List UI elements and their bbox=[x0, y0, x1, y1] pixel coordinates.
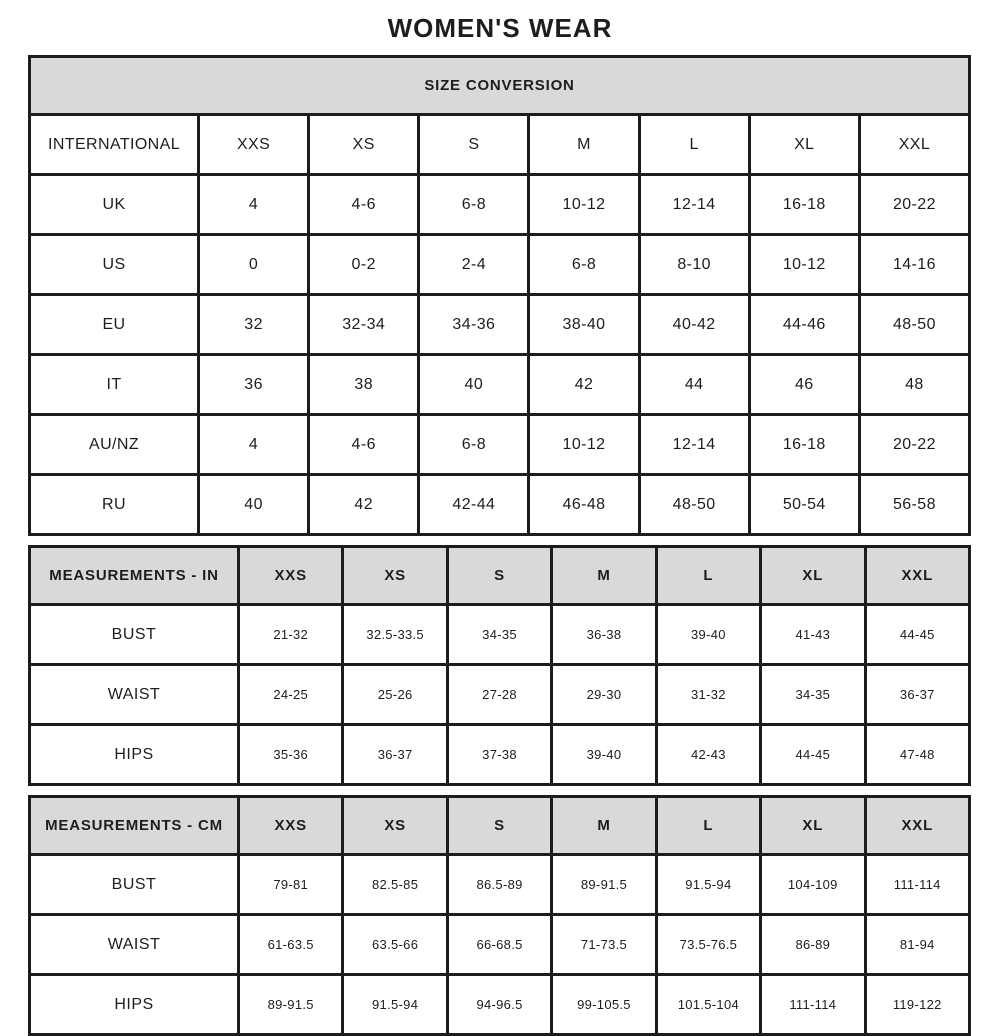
value-cell: 41-43 bbox=[761, 605, 865, 665]
table-row bbox=[30, 725, 970, 785]
value-cell: 24-25 bbox=[239, 665, 343, 725]
value-cell: 16-18 bbox=[749, 175, 859, 235]
value-cell: 10-12 bbox=[529, 415, 639, 475]
value-cell: 29-30 bbox=[552, 665, 656, 725]
value-cell: 42-43 bbox=[656, 725, 760, 785]
size-header-cell: XXL bbox=[865, 797, 969, 855]
table-row bbox=[30, 855, 970, 915]
row-label-cell: WAIST bbox=[30, 665, 239, 725]
value-cell: 63.5-66 bbox=[343, 915, 447, 975]
table-row bbox=[30, 975, 970, 1035]
value-cell: 48-50 bbox=[639, 475, 749, 535]
size-header-cell: S bbox=[447, 797, 551, 855]
corner-label-cell: INTERNATIONAL bbox=[30, 115, 199, 175]
value-cell: 27-28 bbox=[447, 665, 551, 725]
value-cell: 71-73.5 bbox=[552, 915, 656, 975]
row-label-cell: AU/NZ bbox=[30, 415, 199, 475]
header-row bbox=[30, 115, 970, 175]
value-cell: 39-40 bbox=[552, 725, 656, 785]
value-cell: 79-81 bbox=[239, 855, 343, 915]
size-header-cell: XXL bbox=[865, 547, 969, 605]
size-header-cell: XXS bbox=[239, 797, 343, 855]
value-cell: 10-12 bbox=[749, 235, 859, 295]
table-row bbox=[30, 475, 970, 535]
value-cell: 44-45 bbox=[761, 725, 865, 785]
value-cell: 42 bbox=[309, 475, 419, 535]
value-cell: 119-122 bbox=[865, 975, 969, 1035]
size-header-cell: M bbox=[552, 797, 656, 855]
value-cell: 94-96.5 bbox=[447, 975, 551, 1035]
table-title: MEASUREMENTS - CM bbox=[30, 797, 239, 855]
value-cell: 32.5-33.5 bbox=[343, 605, 447, 665]
value-cell: 4-6 bbox=[309, 415, 419, 475]
page-title: WOMEN'S WEAR bbox=[387, 13, 613, 43]
value-cell: 42-44 bbox=[419, 475, 529, 535]
value-cell: 25-26 bbox=[343, 665, 447, 725]
size-header-cell: XS bbox=[309, 115, 419, 175]
value-cell: 36 bbox=[199, 355, 309, 415]
size-header-cell: S bbox=[447, 547, 551, 605]
measurements-in-table bbox=[28, 545, 971, 786]
value-cell: 6-8 bbox=[419, 175, 529, 235]
value-cell: 39-40 bbox=[656, 605, 760, 665]
value-cell: 40 bbox=[199, 475, 309, 535]
table-row bbox=[30, 235, 970, 295]
row-label-cell: HIPS bbox=[30, 975, 239, 1035]
value-cell: 42 bbox=[529, 355, 639, 415]
row-label-cell: BUST bbox=[30, 605, 239, 665]
table-row bbox=[30, 415, 970, 475]
value-cell: 50-54 bbox=[749, 475, 859, 535]
table-title: SIZE CONVERSION bbox=[30, 57, 970, 115]
value-cell: 12-14 bbox=[639, 415, 749, 475]
row-label-cell: HIPS bbox=[30, 725, 239, 785]
row-label-cell: WAIST bbox=[30, 915, 239, 975]
value-cell: 91.5-94 bbox=[343, 975, 447, 1035]
row-label-cell: EU bbox=[30, 295, 199, 355]
value-cell: 99-105.5 bbox=[552, 975, 656, 1035]
table-row bbox=[30, 665, 970, 725]
value-cell: 36-38 bbox=[552, 605, 656, 665]
value-cell: 66-68.5 bbox=[447, 915, 551, 975]
value-cell: 46-48 bbox=[529, 475, 639, 535]
table-row bbox=[30, 915, 970, 975]
size-header-cell: L bbox=[639, 115, 749, 175]
table-header-row bbox=[30, 57, 970, 115]
size-header-cell: M bbox=[552, 547, 656, 605]
value-cell: 56-58 bbox=[859, 475, 969, 535]
value-cell: 40-42 bbox=[639, 295, 749, 355]
value-cell: 104-109 bbox=[761, 855, 865, 915]
table-row bbox=[30, 355, 970, 415]
value-cell: 6-8 bbox=[529, 235, 639, 295]
value-cell: 35-36 bbox=[239, 725, 343, 785]
value-cell: 101.5-104 bbox=[656, 975, 760, 1035]
value-cell: 46 bbox=[749, 355, 859, 415]
value-cell: 32-34 bbox=[309, 295, 419, 355]
size-header-cell: XL bbox=[761, 547, 865, 605]
value-cell: 38-40 bbox=[529, 295, 639, 355]
value-cell: 111-114 bbox=[761, 975, 865, 1035]
table-row bbox=[30, 295, 970, 355]
row-label-cell: US bbox=[30, 235, 199, 295]
value-cell: 4 bbox=[199, 415, 309, 475]
value-cell: 48-50 bbox=[859, 295, 969, 355]
value-cell: 32 bbox=[199, 295, 309, 355]
value-cell: 16-18 bbox=[749, 415, 859, 475]
table-row bbox=[30, 605, 970, 665]
value-cell: 0-2 bbox=[309, 235, 419, 295]
row-label-cell: BUST bbox=[30, 855, 239, 915]
value-cell: 44 bbox=[639, 355, 749, 415]
value-cell: 89-91.5 bbox=[552, 855, 656, 915]
value-cell: 44-45 bbox=[865, 605, 969, 665]
value-cell: 10-12 bbox=[529, 175, 639, 235]
size-header-cell: L bbox=[656, 547, 760, 605]
value-cell: 4-6 bbox=[309, 175, 419, 235]
value-cell: 82.5-85 bbox=[343, 855, 447, 915]
size-header-cell: M bbox=[529, 115, 639, 175]
row-label-cell: UK bbox=[30, 175, 199, 235]
value-cell: 12-14 bbox=[639, 175, 749, 235]
value-cell: 37-38 bbox=[447, 725, 551, 785]
size-header-cell: XXS bbox=[239, 547, 343, 605]
value-cell: 48 bbox=[859, 355, 969, 415]
value-cell: 6-8 bbox=[419, 415, 529, 475]
size-header-cell: XL bbox=[749, 115, 859, 175]
size-header-cell: XS bbox=[343, 797, 447, 855]
value-cell: 21-32 bbox=[239, 605, 343, 665]
value-cell: 86-89 bbox=[761, 915, 865, 975]
value-cell: 36-37 bbox=[343, 725, 447, 785]
value-cell: 47-48 bbox=[865, 725, 969, 785]
value-cell: 14-16 bbox=[859, 235, 969, 295]
size-header-cell: XL bbox=[761, 797, 865, 855]
row-label-cell: RU bbox=[30, 475, 199, 535]
value-cell: 38 bbox=[309, 355, 419, 415]
table-row bbox=[30, 175, 970, 235]
value-cell: 40 bbox=[419, 355, 529, 415]
value-cell: 86.5-89 bbox=[447, 855, 551, 915]
value-cell: 61-63.5 bbox=[239, 915, 343, 975]
size-header-cell: XXS bbox=[199, 115, 309, 175]
value-cell: 20-22 bbox=[859, 175, 969, 235]
table-title: MEASUREMENTS - IN bbox=[30, 547, 239, 605]
value-cell: 34-36 bbox=[419, 295, 529, 355]
value-cell: 73.5-76.5 bbox=[656, 915, 760, 975]
size-header-cell: XS bbox=[343, 547, 447, 605]
header-row bbox=[30, 547, 970, 605]
value-cell: 44-46 bbox=[749, 295, 859, 355]
size-header-cell: S bbox=[419, 115, 529, 175]
value-cell: 20-22 bbox=[859, 415, 969, 475]
value-cell: 4 bbox=[199, 175, 309, 235]
value-cell: 34-35 bbox=[761, 665, 865, 725]
value-cell: 91.5-94 bbox=[656, 855, 760, 915]
value-cell: 81-94 bbox=[865, 915, 969, 975]
value-cell: 34-35 bbox=[447, 605, 551, 665]
header-row bbox=[30, 797, 970, 855]
value-cell: 111-114 bbox=[865, 855, 969, 915]
size-conversion-table bbox=[28, 55, 971, 536]
value-cell: 2-4 bbox=[419, 235, 529, 295]
value-cell: 8-10 bbox=[639, 235, 749, 295]
row-label-cell: IT bbox=[30, 355, 199, 415]
value-cell: 36-37 bbox=[865, 665, 969, 725]
value-cell: 31-32 bbox=[656, 665, 760, 725]
value-cell: 89-91.5 bbox=[239, 975, 343, 1035]
size-header-cell: L bbox=[656, 797, 760, 855]
size-header-cell: XXL bbox=[859, 115, 969, 175]
value-cell: 0 bbox=[199, 235, 309, 295]
